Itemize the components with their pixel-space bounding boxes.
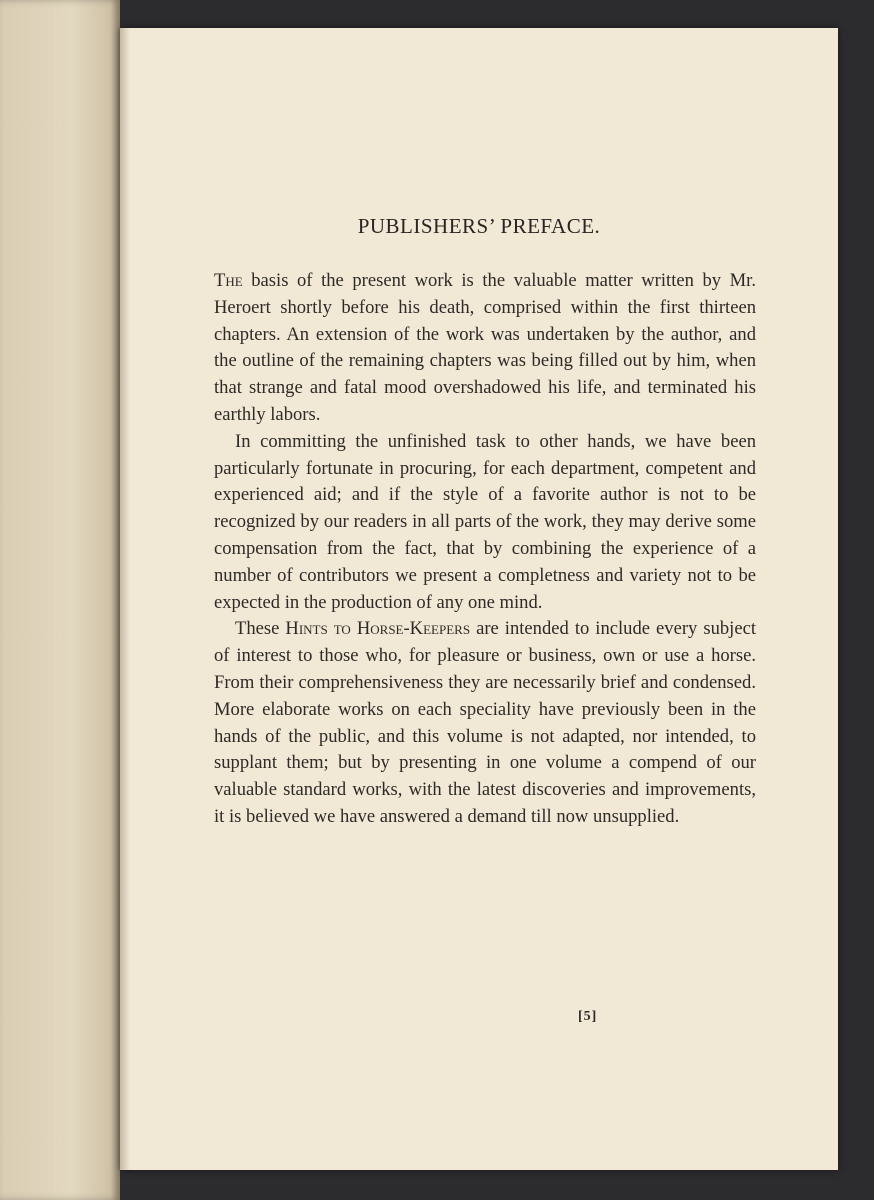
paragraph-3-start: These [235,618,286,640]
page-number: [5] [578,1009,598,1024]
book-title-smallcaps: Hints to Horse-Keepers [285,618,471,640]
page-title: PUBLISHERS’ PREFACE. [357,214,601,238]
page-gutter-shadow [120,28,130,1170]
paragraph-1 [214,268,756,429]
previous-page-edge [0,0,120,1200]
paragraph-2: In committing the unfinished task to other hands, we have been particularly fortunate in procuring, for each department, competent and experienced aid; and if the style of a favorite author is not to be recognized by our readers in all parts of the work, they may derive some compensation from the fact, that by combining the experience of a number of contributors we present a completness and variety not to be expected in the production of any one mind. [214,430,756,613]
paragraph-3-text: are intended to include every subject of interest to those who, for pleasure or business, own or use a horse. From their comprehensiveness they are necessarily brief and condensed. More elaborate works on each speciality have previously been in the hands of the public, and this volume is not adapted, nor intended, to supplant them; but by presenting in one volume a compend of our valuable standard works, with the latest discoveries and improvements, it is believed we have answered a demand till now unsupplied. [214,618,756,827]
book-page [120,28,838,1170]
paragraph-1-text: basis of the present work is the valuable matter written by Mr. Heroert shortly before his death, comprised within the first thirteen chapters. An extension of the work was undertaken by the author, and the outline of the remaining chapters was being filled out by him, when that strange and fatal mood overshadowed his life, and terminated his earthly labors. [214,270,756,425]
preface-body [214,268,756,831]
paragraph-3 [214,616,756,830]
paragraph-lead-word: The [214,270,243,291]
